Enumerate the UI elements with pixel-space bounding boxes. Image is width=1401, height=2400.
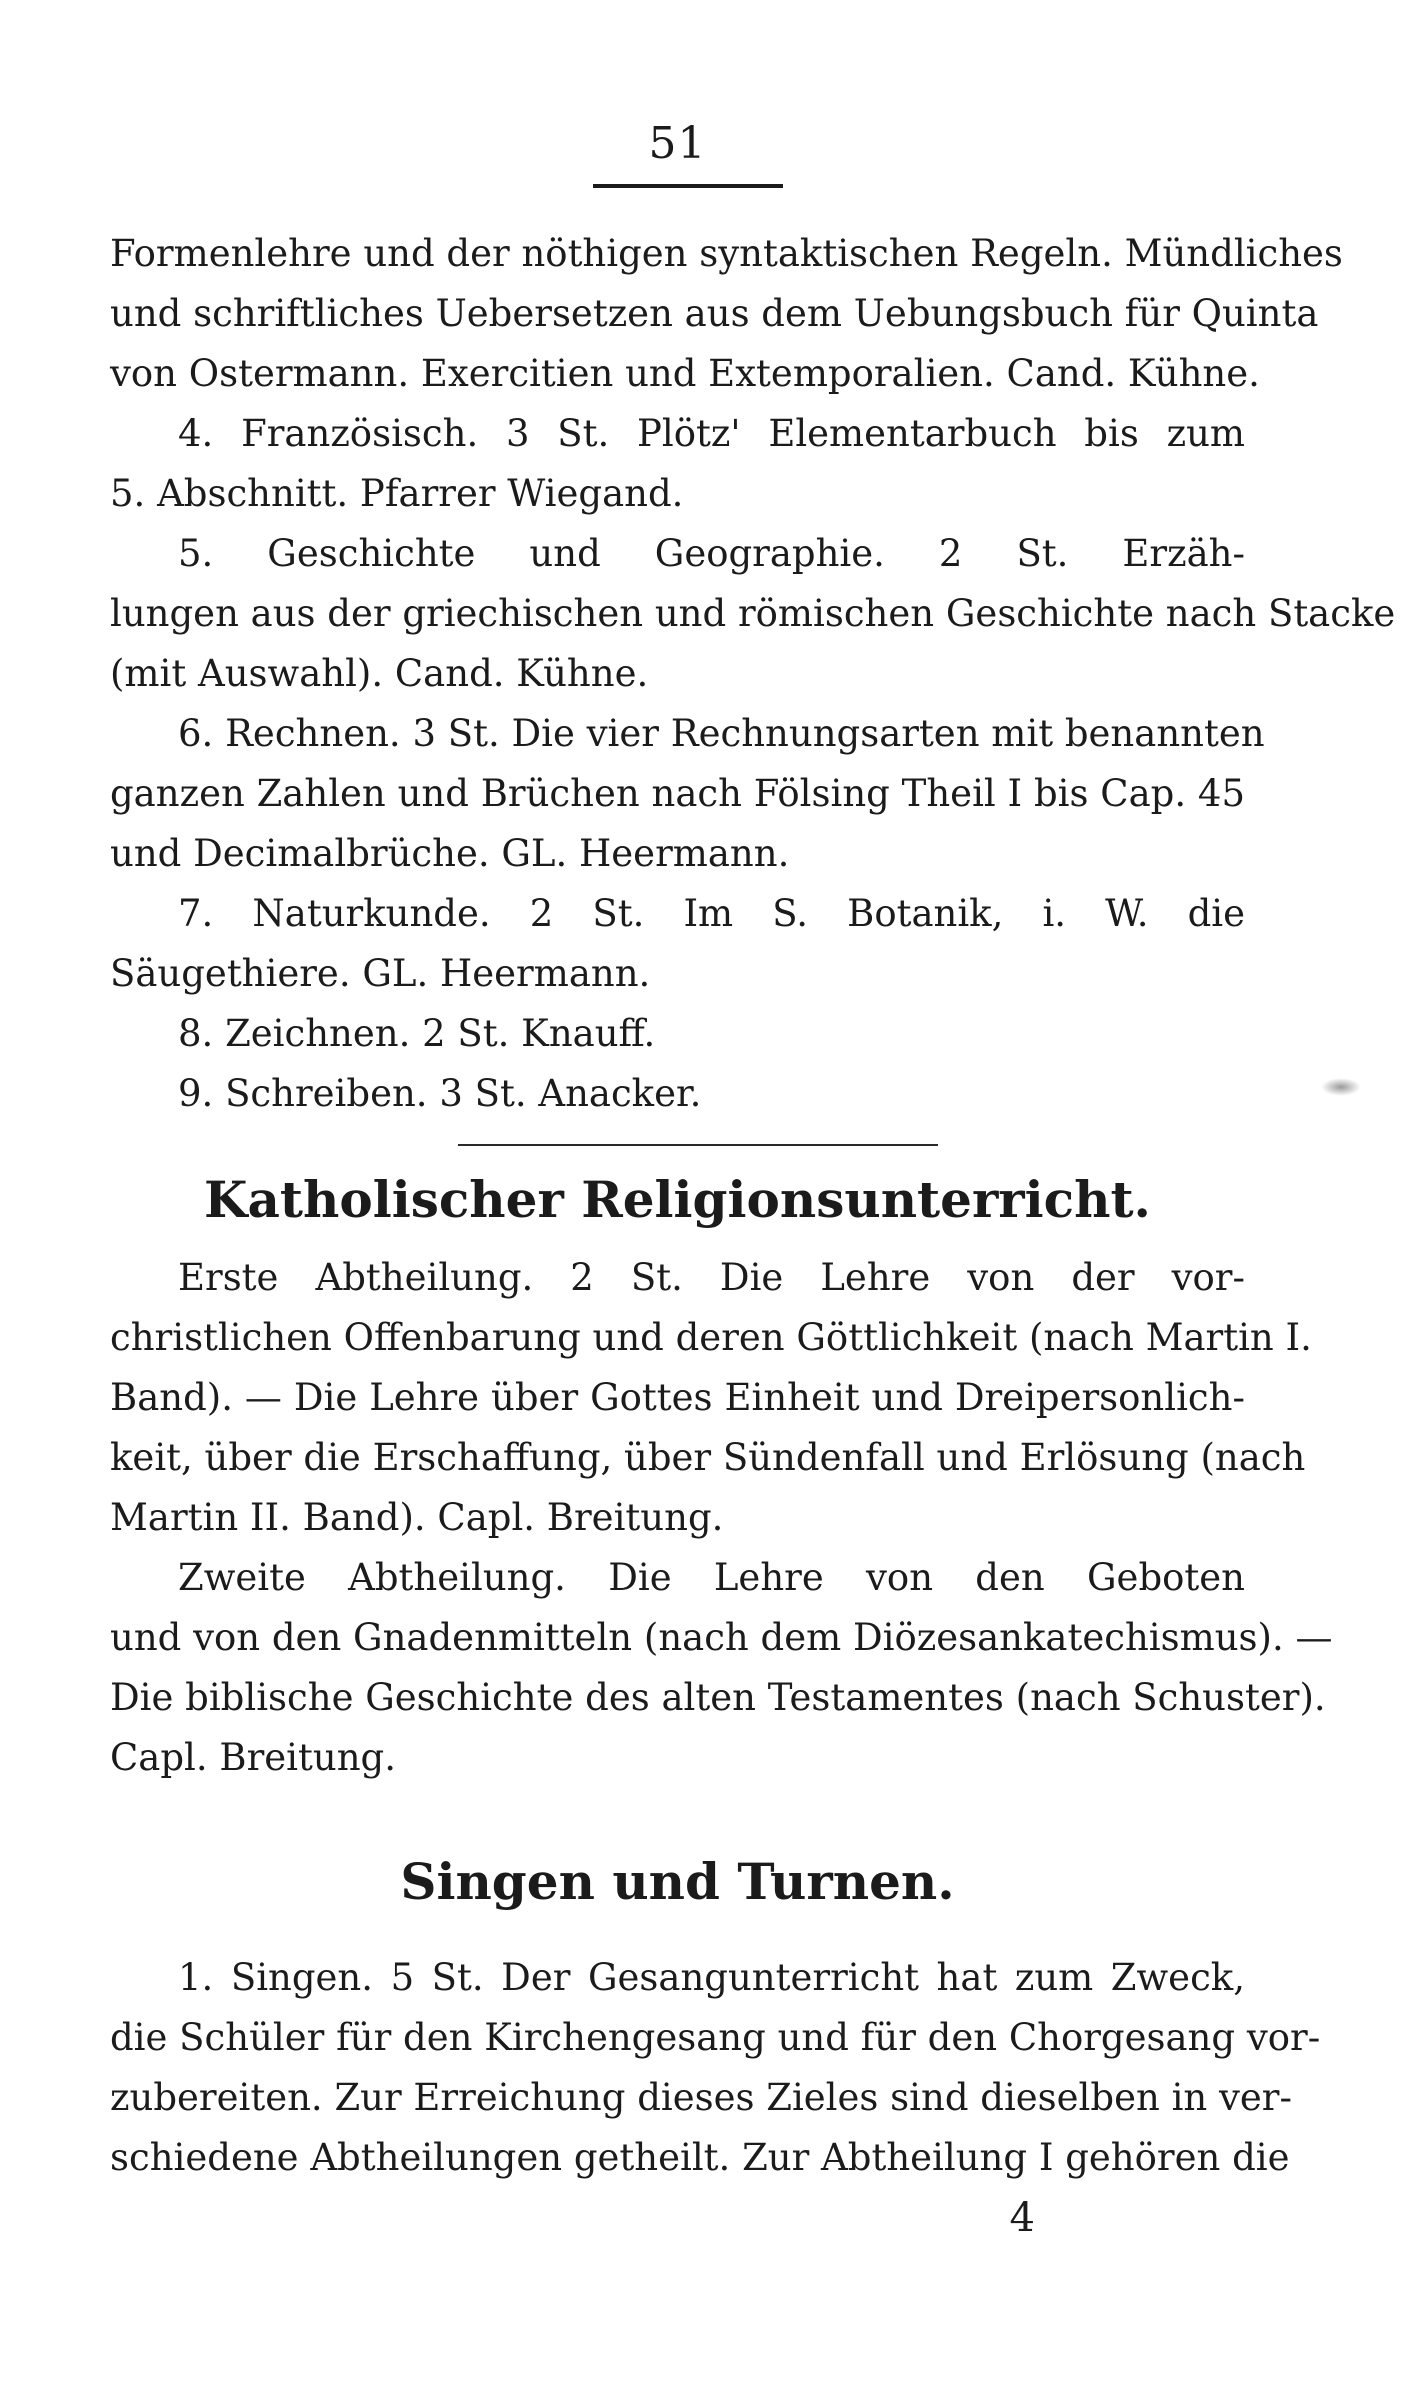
section-heading-singing: Singen und Turnen.: [400, 1852, 955, 1911]
text-line: von Ostermann. Exercitien und Extemporalien. Cand. Kühne.: [110, 352, 1260, 395]
text-line: Formenlehre und der nöthigen syntaktischen Regeln. Mündliches: [110, 232, 1343, 275]
continued-paragraph: [110, 224, 1343, 404]
item-line: 7. Naturkunde. 2 St. Im S. Botanik, i. W. die: [178, 892, 1245, 935]
page-number: 51: [648, 118, 707, 169]
item-line: 8. Zeichnen. 2 St. Knauff.: [178, 1012, 656, 1055]
item-line: 6. Rechnen. 3 St. Die vier Rechnungsarten mit benannten: [178, 712, 1265, 755]
paper-speck: [1321, 1078, 1361, 1096]
item-line: 9. Schreiben. 3 St. Anacker.: [178, 1072, 702, 1115]
item-line: (mit Auswahl). Cand. Kühne.: [110, 652, 649, 695]
section-heading-catholic: Katholischer Religionsunterricht.: [204, 1170, 1151, 1229]
text-line: schiedene Abtheilungen getheilt. Zur Abtheilung I gehören die: [110, 2136, 1290, 2179]
text-line: Zweite Abtheilung. Die Lehre von den Geboten: [178, 1556, 1245, 1599]
item-writing: [110, 1064, 1245, 1124]
text-line: Martin II. Band). Capl. Breitung.: [110, 1496, 724, 1539]
item-drawing: [110, 1004, 1245, 1064]
page-number-rule: [593, 184, 783, 188]
singing-paragraph: [110, 1948, 1321, 2188]
text-line: und von den Gnadenmitteln (nach dem Diözesankatechismus). —: [110, 1616, 1333, 1659]
catholic-second-division: [110, 1548, 1333, 1788]
item-line: lungen aus der griechischen und römischen Geschichte nach Stacke: [110, 592, 1396, 635]
text-line: und schriftliches Uebersetzen aus dem Uebungsbuch für Quinta: [110, 292, 1319, 335]
text-line: christlichen Offenbarung und deren Göttlichkeit (nach Martin I.: [110, 1316, 1312, 1359]
catholic-first-division: [110, 1248, 1312, 1548]
item-french: [110, 404, 1245, 524]
item-arithmetic: [110, 704, 1265, 884]
item-natural-science: [110, 884, 1245, 1004]
item-line: Säugethiere. GL. Heermann.: [110, 952, 651, 995]
text-line: keit, über die Erschaffung, über Sündenfall und Erlösung (nach: [110, 1436, 1306, 1479]
text-line: 1. Singen. 5 St. Der Gesangunterricht hat zum Zweck,: [178, 1956, 1245, 1999]
item-line: 5. Abschnitt. Pfarrer Wiegand.: [110, 472, 684, 515]
signature-mark: 4: [1009, 2195, 1035, 2241]
item-line: und Decimalbrüche. GL. Heermann.: [110, 832, 790, 875]
item-line: ganzen Zahlen und Brüchen nach Fölsing Theil I bis Cap. 45: [110, 772, 1245, 815]
item-line: 4. Französisch. 3 St. Plötz' Elementarbuch bis zum: [178, 412, 1245, 455]
item-history-geography: [110, 524, 1396, 704]
text-line: die Schüler für den Kirchengesang und für den Chorgesang vor-: [110, 2016, 1321, 2059]
text-line: zubereiten. Zur Erreichung dieses Zieles sind dieselben in ver-: [110, 2076, 1292, 2119]
section-divider: [458, 1144, 938, 1146]
text-line: Die biblische Geschichte des alten Testamentes (nach Schuster).: [110, 1676, 1326, 1719]
text-line: Erste Abtheilung. 2 St. Die Lehre von der vor-: [178, 1256, 1245, 1299]
text-line: Capl. Breitung.: [110, 1736, 396, 1779]
item-line: 5. Geschichte und Geographie. 2 St. Erzäh-: [178, 532, 1245, 575]
text-line: Band). — Die Lehre über Gottes Einheit und Dreipersonlich-: [110, 1376, 1245, 1419]
